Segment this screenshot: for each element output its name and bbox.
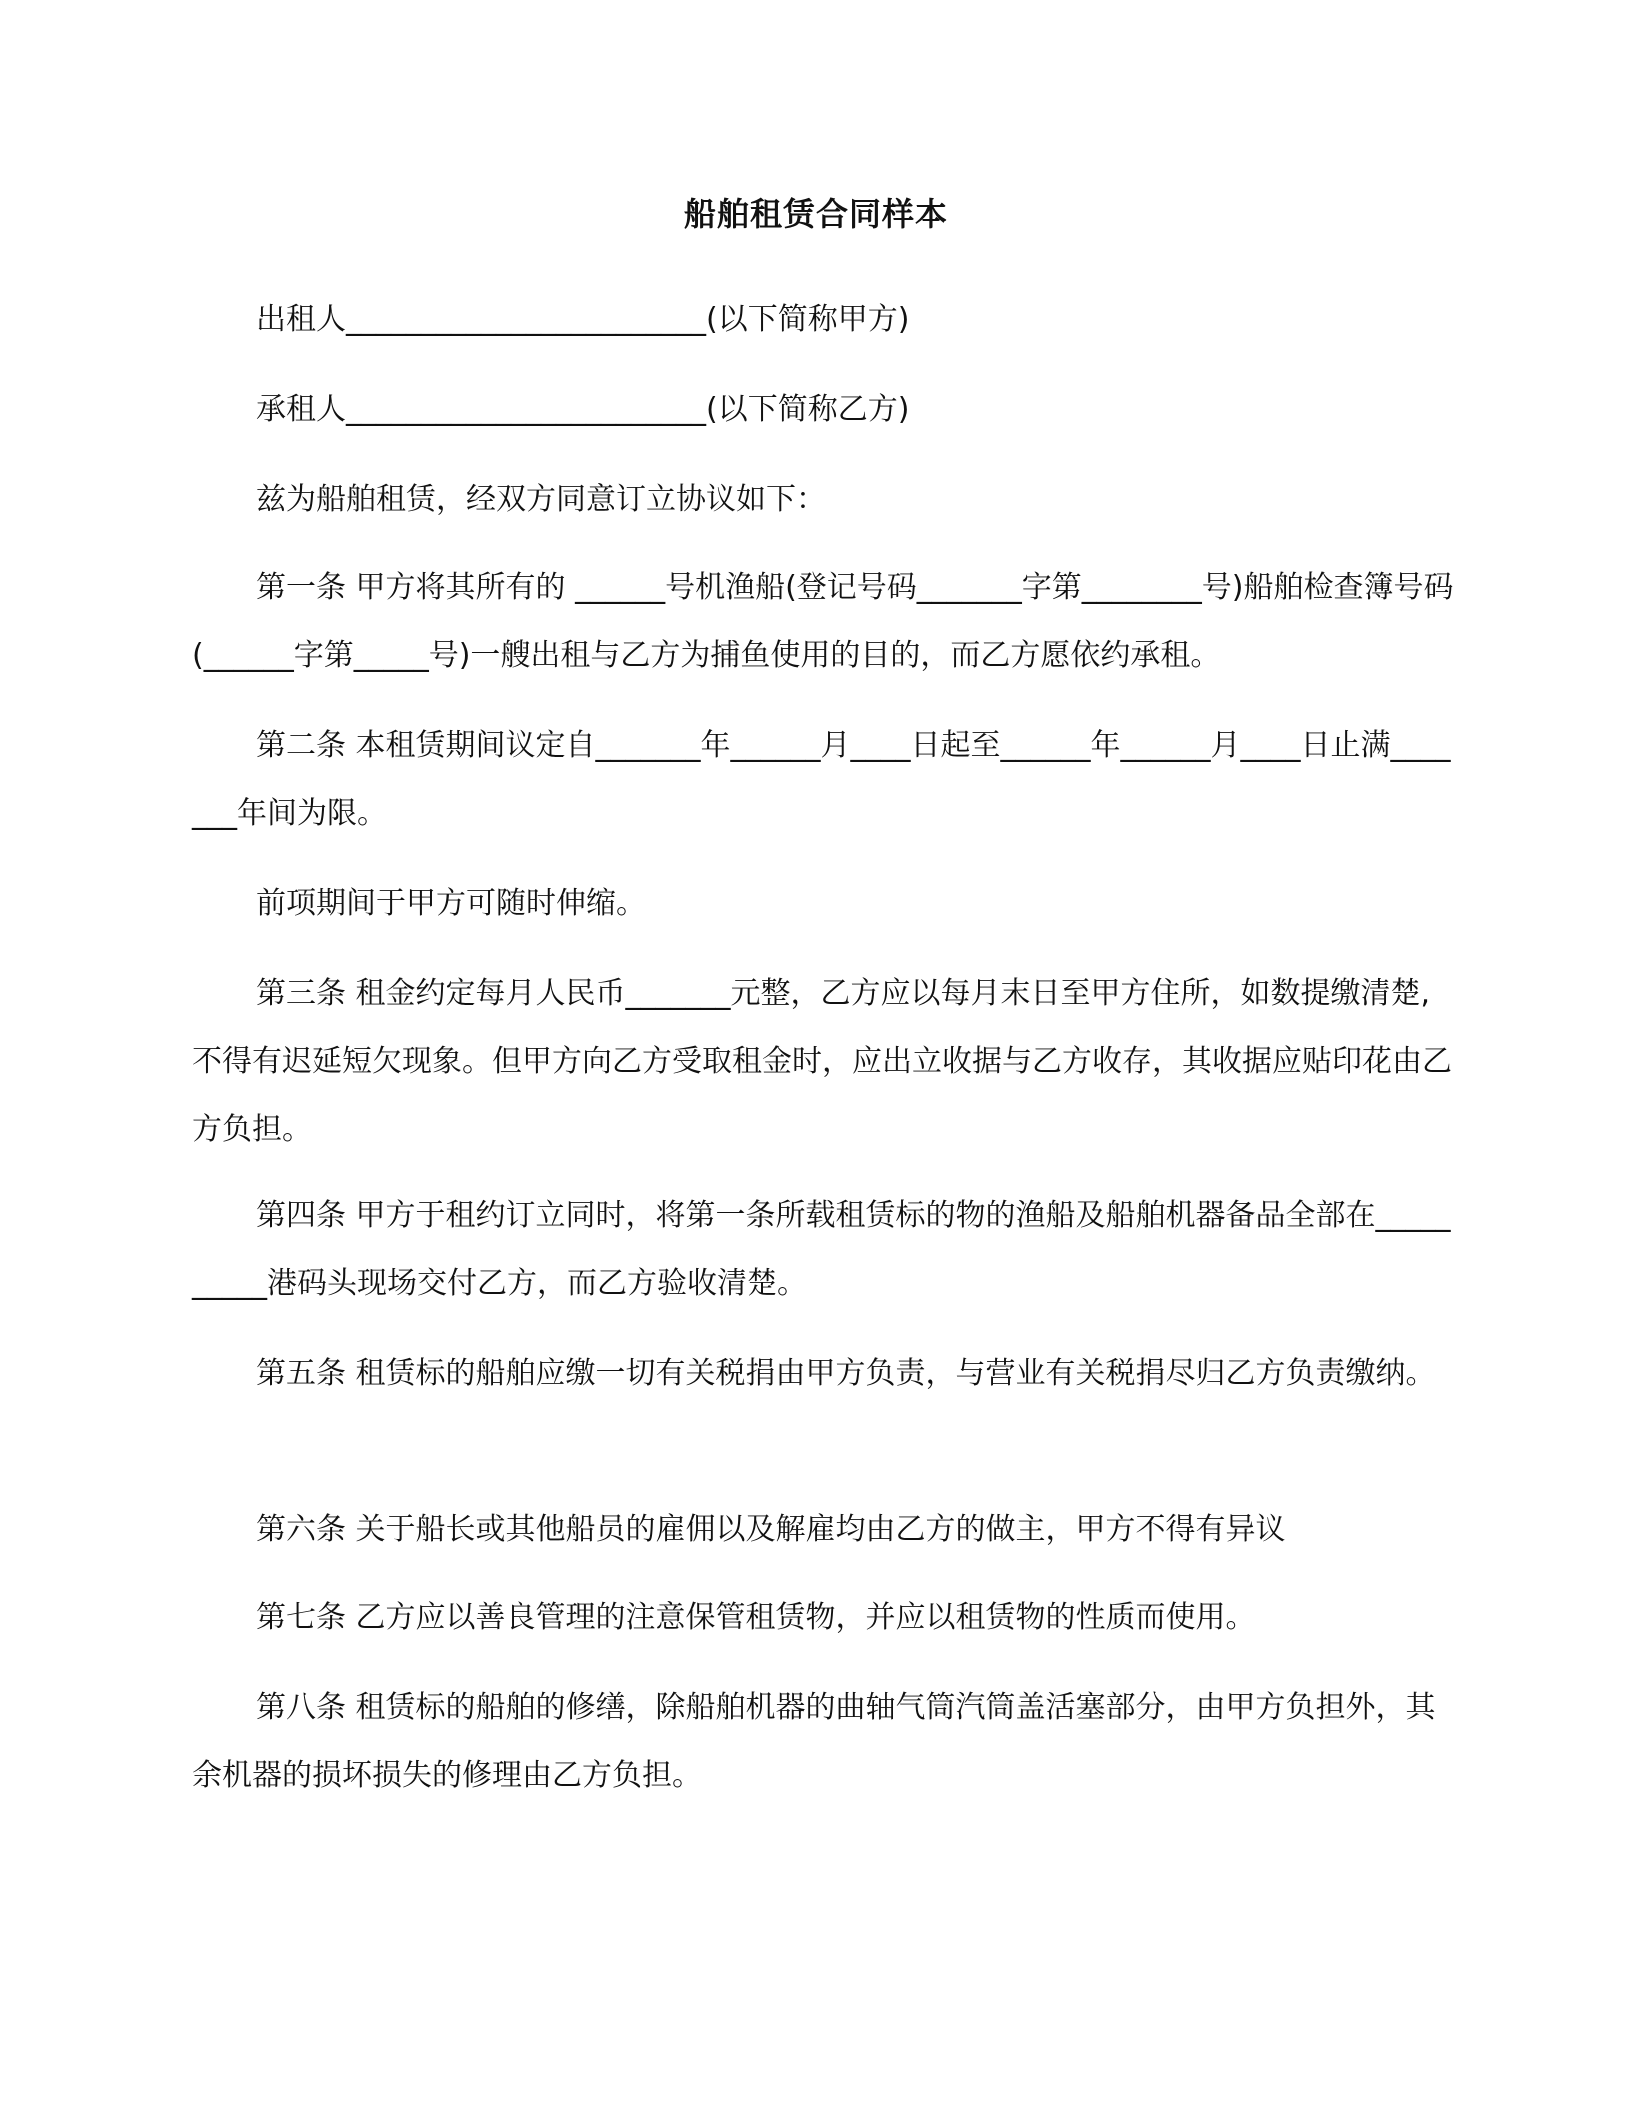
article-7: 第七条 乙方应以善良管理的注意保管租赁物，并应以租赁物的性质而使用。 xyxy=(256,1600,1256,1635)
article-2-note: 前项期间于甲方可随时伸缩。 xyxy=(256,886,646,921)
lessor-line: 出租人________________________(以下简称甲方) xyxy=(256,302,910,337)
article-4: 第四条 甲方于租约订立同时，将第一条所载租赁标的物的渔船及船舶机器备品全部在__________港码头现场交付乙方，而乙方验收清楚。 xyxy=(192,1198,1451,1301)
lessee-line: 承租人________________________(以下简称乙方) xyxy=(256,392,910,427)
article-1: 第一条 甲方将其所有的 ______号机渔船(登记号码_______字第________号)船舶检查簿号码(______字第_____号)一艘出租与乙方为捕鱼使用的目的，而乙方愿依约承租。 xyxy=(192,570,1454,673)
article-6: 第六条 关于船长或其他船员的雇佣以及解雇均由乙方的做主，甲方不得有异议 xyxy=(256,1512,1286,1547)
article-2: 第二条 本租赁期间议定自_______年______月____日起至______年______月____日止满_______年间为限。 xyxy=(192,728,1451,831)
article-5: 第五条 租赁标的船舶应缴一切有关税捐由甲方负责，与营业有关税捐尽归乙方负责缴纳。 xyxy=(256,1356,1436,1391)
article-8: 第八条 租赁标的船舶的修缮，除船舶机器的曲轴气筒汽筒盖活塞部分，由甲方负担外，其余机器的损坏损失的修理由乙方负担。 xyxy=(192,1690,1436,1793)
article-3: 第三条 租金约定每月人民币_______元整，乙方应以每月末日至甲方住所，如数提缴清楚,不得有迟延短欠现象。但甲方向乙方受取租金时，应出立收据与乙方收存，其收据应贴印花由乙方负担。 xyxy=(192,976,1452,1147)
agreement-intro: 兹为船舶租赁，经双方同意订立协议如下： xyxy=(256,482,826,517)
document-title: 船舶租赁合同样本 xyxy=(683,195,948,233)
